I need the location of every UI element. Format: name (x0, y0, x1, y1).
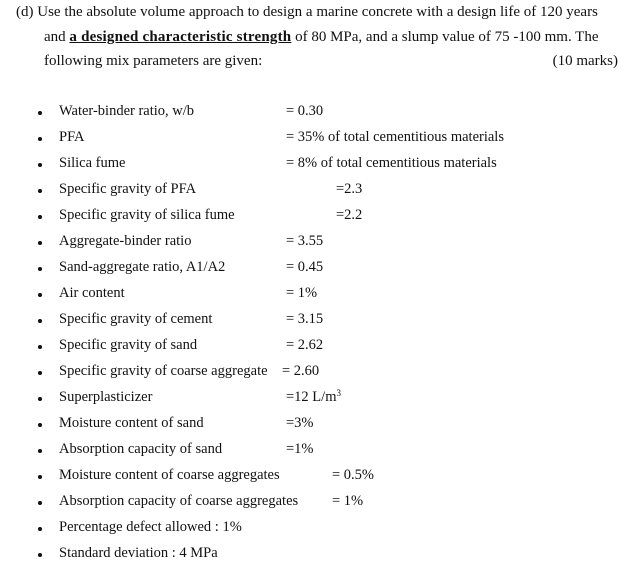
bullet-icon (38, 475, 42, 479)
question-text-2-pre: and (44, 29, 66, 45)
unit-superscript: 3 (336, 388, 341, 398)
list-item (0, 493, 640, 513)
list-item (0, 259, 640, 279)
parameter-value: = 0.30 (286, 103, 324, 119)
parameter-value: = 0.45 (286, 259, 324, 275)
list-item (0, 311, 640, 331)
bullet-icon (38, 501, 42, 505)
list-item (0, 207, 640, 227)
question-line-1 (16, 4, 598, 21)
list-item (0, 389, 640, 409)
parameter-value: = 0.5% (332, 467, 375, 483)
bullet-icon (38, 293, 42, 297)
parameter-value: = 8% of total cementitious materials (286, 155, 497, 171)
parameter-value: = 2.60 (282, 363, 320, 379)
list-item (0, 181, 640, 201)
bullet-icon (38, 241, 42, 245)
bullet-icon (38, 553, 42, 557)
list-item (0, 467, 640, 487)
list-item (0, 441, 640, 461)
bullet-icon (38, 163, 42, 167)
bullet-icon (38, 345, 42, 349)
question-line-2 (44, 29, 599, 46)
parameter-value: = 3.55 (286, 233, 324, 249)
bullet-icon (38, 189, 42, 193)
parameter-label: Moisture content of coarse aggregates (59, 467, 280, 483)
bullet-icon (38, 111, 42, 115)
question-text-1: Use the absolute volume approach to design a marine concrete with a design life of 120 years (37, 4, 598, 20)
bullet-icon (38, 423, 42, 427)
parameter-label: Sand-aggregate ratio, A1/A2 (59, 259, 226, 275)
parameter-label: PFA (59, 129, 85, 145)
parameter-value: = 3.15 (286, 311, 324, 327)
parameter-label: Silica fume (59, 155, 126, 171)
parameter-value: = 2.62 (286, 337, 324, 353)
parameter-label: Air content (59, 285, 125, 301)
bullet-icon (38, 527, 42, 531)
question-number: (d) (16, 4, 34, 20)
parameter-label: Absorption capacity of sand (59, 441, 223, 457)
bullet-icon (38, 371, 42, 375)
list-item (0, 155, 640, 175)
parameter-label: Specific gravity of coarse aggregate (59, 363, 268, 379)
list-item (0, 103, 640, 123)
parameter-label: Moisture content of sand (59, 415, 204, 431)
parameter-label: Specific gravity of PFA (59, 181, 197, 197)
parameter-value: = 1% (332, 493, 364, 509)
parameter-label: Specific gravity of cement (59, 311, 213, 327)
parameter-label: Absorption capacity of coarse aggregates (59, 493, 299, 509)
emphasis-characteristic-strength: a designed characteristic strength (69, 29, 292, 45)
bullet-icon (38, 215, 42, 219)
list-item (0, 545, 640, 565)
parameter-value: =1% (286, 441, 314, 457)
parameter-label: Superplasticizer (59, 389, 153, 405)
list-item (0, 415, 640, 435)
parameter-value: =2.2 (336, 207, 363, 223)
bullet-icon (38, 267, 42, 271)
bullet-icon (38, 319, 42, 323)
list-item (0, 129, 640, 149)
parameter-value: = 1% (286, 285, 318, 301)
parameter-label: Aggregate-binder ratio (59, 233, 192, 249)
parameter-label: Specific gravity of silica fume (59, 207, 235, 223)
parameter-label: Water-binder ratio, w/b (59, 103, 195, 119)
bullet-icon (38, 449, 42, 453)
parameter-value-text: =12 L/m (286, 389, 337, 405)
list-item (0, 363, 640, 383)
question-line-3: following mix parameters are given: (44, 53, 263, 69)
parameter-value (286, 389, 341, 406)
bullet-icon (38, 137, 42, 141)
parameter-value: = 35% of total cementitious materials (286, 129, 504, 145)
question-text-2-post: of 80 MPa, and a slump value of 75 -100 mm. The (295, 29, 599, 45)
list-item (0, 519, 640, 539)
parameter-label: Specific gravity of sand (59, 337, 198, 353)
parameter-value: =3% (286, 415, 314, 431)
parameter-label: Percentage defect allowed : 1% (59, 519, 242, 535)
parameter-value: =2.3 (336, 181, 363, 197)
marks-label: (10 marks) (552, 53, 618, 69)
list-item (0, 233, 640, 253)
parameter-label: Standard deviation : 4 MPa (59, 545, 218, 561)
list-item (0, 337, 640, 357)
bullet-icon (38, 397, 42, 401)
list-item (0, 285, 640, 305)
